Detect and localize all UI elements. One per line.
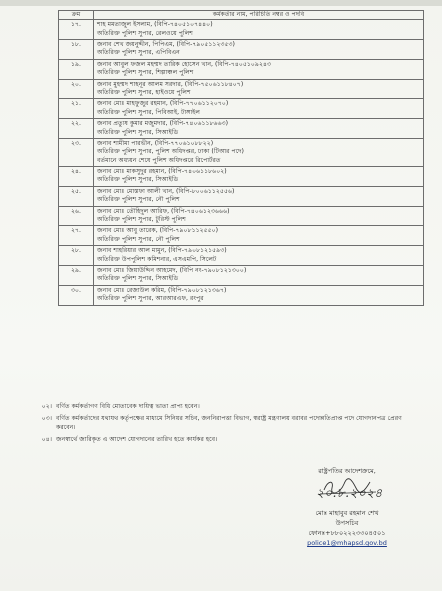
signer-name: মোঃ মাহাবুব রহমান শেখ <box>315 509 379 517</box>
signature-mark <box>272 476 422 498</box>
row-serial: ২৮. <box>59 246 94 266</box>
table-row <box>59 119 424 139</box>
scan-edge <box>0 0 442 6</box>
table-row <box>59 186 424 206</box>
row-description <box>94 265 424 285</box>
officer-name: জনাব মোঃ আবু তারেক, (বিপি-৭৯০৮১১২৫৫০) <box>97 227 219 235</box>
row-description <box>94 79 424 99</box>
table-row <box>59 99 424 119</box>
row-serial: ২৯. <box>59 265 94 285</box>
note-text: বর্ণিত কর্মকর্তাদের যথাযথ কর্তৃপক্ষের মাধ্যমে সিনিয়র সচিব, জননিরাপত্তা বিভাগ, স্বরাষ্ট্র মন্ত্রণালয় বরাবর পদোন্নতিপ্রাপ্ত পদে যোগদানপত্র প্রেরণ করবেন। <box>56 414 402 432</box>
row-description <box>94 138 424 166</box>
row-description <box>94 226 424 246</box>
note-number: ০৪। <box>41 435 52 443</box>
officer-name: জনাব মোঃ জিয়াউদ্দিন আহমেদ, (বিপি নং-৭৯০৮১২১৩০০) <box>97 266 247 274</box>
officer-post: অতিরিক্ত পুলিশ সুপার, এপিবিএন <box>97 49 180 57</box>
officer-post: অতিরিক্ত পুলিশ সুপার, হাইওয়ে পুলিশ <box>97 88 191 96</box>
row-description <box>94 167 424 187</box>
table-row <box>59 246 424 266</box>
note-item <box>30 402 422 412</box>
officer-post: অতিরিক্ত পুলিশ সুপার, সিআইডি <box>97 128 179 136</box>
header-description: কর্মকর্তার নাম, পরিচিতি নম্বর ও পদবি <box>94 11 424 20</box>
row-serial: ২২. <box>59 119 94 139</box>
officer-name: জনাব মুহম্মদ শাহনূর আলম সরদার, (বিপি-৭৫০৬১১৮৪০৭) <box>97 80 244 88</box>
notes-section <box>30 402 422 444</box>
table-row <box>59 39 424 59</box>
table-row <box>59 167 424 187</box>
officer-name: শাহ মমতাজুল ইসলাম, (বিপি-৭৪০৫১০৭৪৪০) <box>97 21 213 29</box>
row-serial: ১৮. <box>59 39 94 59</box>
row-serial: ২৪. <box>59 167 94 187</box>
officer-name: জনাব প্রত্যুষ কুমার মজুমদার, (বিপি-৭৪০৬১১৮৬৬৩) <box>97 120 229 128</box>
row-serial: ২৫. <box>59 186 94 206</box>
row-serial: ১৭. <box>59 20 94 40</box>
officer-post: অতিরিক্ত পুলিশ সুপার, সিআইডি <box>97 275 179 283</box>
officer-post: অতিরিক্ত পুলিশ সুপার, রেলওয়ে পুলিশ <box>97 29 193 37</box>
row-serial: ২৭. <box>59 226 94 246</box>
order-line: রাষ্ট্রপতির আদেশক্রমে, <box>318 467 376 475</box>
officer-name: জনাব শাহরিয়ার আল মামুন, (বিপি-৭৯০৮১২১৫৯৩) <box>97 247 227 255</box>
row-description <box>94 20 424 40</box>
row-serial: ২০. <box>59 79 94 99</box>
note-text: বর্ণিত কর্মকর্তাগণ বিধি মোতাবেক দায়িত্ব ভাতা প্রাপ্য হবেন। <box>56 403 200 410</box>
row-description <box>94 285 424 305</box>
officer-post: অতিরিক্ত পুলিশ সুপার, নৌ পুলিশ <box>97 235 180 243</box>
table-row <box>59 285 424 305</box>
note-text: জনস্বার্থে জারিকৃত এ আদেশ যোগদানের তারিখ হতে কার্যকর হবে। <box>56 435 218 443</box>
row-description <box>94 246 424 266</box>
table-row <box>59 206 424 226</box>
officer-name: জনাব মোঃ রেজাউল করিম, (বিপি-৭৯০৮১২১৩৬৭) <box>97 286 227 294</box>
officer-name: জনাব শামীমা পারভীন, (বিপি-৭৭০৬১০৮৮২২) <box>97 139 214 147</box>
note-number: ০৩। <box>41 414 52 422</box>
table-body <box>59 20 424 305</box>
officer-post: অতিরিক্ত পুলিশ সুপার, পুলিশ অধিদপ্তর, ঢাকা (টিআর পদে) <box>97 148 244 156</box>
row-description <box>94 206 424 226</box>
officer-post: অতিরিক্ত পুলিশ সুপার, সিআইডি <box>97 176 179 184</box>
officer-name: জনাব শেখ জয়নুদ্দীন, পিপিএম, (বিপি-৭৯০৫১১২৩৫৩) <box>97 40 235 48</box>
row-description <box>94 99 424 119</box>
officer-name: জনাব মোঃ মাকসুদুর রহমান, (বিপি-৭৪০৬১১৮৬০২) <box>97 168 227 176</box>
row-serial: ২৩. <box>59 138 94 166</box>
row-serial: ২৬. <box>59 206 94 226</box>
officer-name: জনাব মোঃ মাহফুজুর রহমান, (বিপি-৭৭০৬১১২০৭০) <box>97 100 229 108</box>
row-serial: ২১. <box>59 99 94 119</box>
note-number: ০২। <box>41 403 52 410</box>
signature-block <box>272 466 422 548</box>
table-row <box>59 226 424 246</box>
officer-post: অতিরিক্ত পুলিশ সুপার, টুরিস্ট পুলিশ <box>97 216 186 224</box>
row-description <box>94 39 424 59</box>
officer-post: অতিরিক্ত পুলিশ সুপার, নৌ পুলিশ <box>97 196 180 204</box>
table-row <box>59 59 424 79</box>
table-row <box>59 20 424 40</box>
row-description <box>94 186 424 206</box>
signer-email-link[interactable]: police1@mhapsd.gov.bd <box>307 539 387 547</box>
officer-post: অতিরিক্ত উপপুলিশ কমিশনার, এসএমপি, সিলেট <box>97 255 217 263</box>
table-row <box>59 79 424 99</box>
table-row <box>59 265 424 285</box>
row-description <box>94 59 424 79</box>
row-serial: ৩০. <box>59 285 94 305</box>
officer-post: অতিরিক্ত পুলিশ সুপার, শিল্পাঞ্চল পুলিশ <box>97 69 194 77</box>
officer-name: জনাব আবুল ফজল মহম্মদ তারিক হোসেন খান, (বিপি-৭৪০৫১০৯২৪৩ <box>97 60 272 68</box>
signer-designation: উপসচিব <box>335 519 359 527</box>
row-description <box>94 119 424 139</box>
officer-post: অতিরিক্ত পুলিশ সুপার, পিবিআই, টাঙ্গাইল <box>97 108 200 116</box>
officer-post: অতিরিক্ত পুলিশ সুপার, আরআরএফ, রংপুর <box>97 295 204 303</box>
officer-name: জনাব মোঃ মোস্তফা আলী খান, (বিপি-৮০০৬১১২৫৫৬) <box>97 187 235 195</box>
row-serial: ১৯. <box>59 59 94 79</box>
header-serial: ক্রম <box>59 11 94 20</box>
table-row <box>59 138 424 166</box>
table-header-row <box>59 11 424 20</box>
signer-phone: ফোনঃ+৮৮০২২২৩৩০৪৫০১ <box>308 529 386 537</box>
note-item <box>30 435 422 445</box>
officer-post: বর্তমানে অধ্যয়ন শেষে পুলিশ অধিদপ্তরে রিপোর্টরত <box>97 156 221 164</box>
officer-name: জনাব মোঃ তৌহিদুল আরিফ, (বিপি-৭৪০৬১২৩৬৬৬) <box>97 207 230 215</box>
officer-table <box>58 10 424 306</box>
signature-date: ২০.৮.২০২৪ <box>316 486 383 500</box>
note-item <box>30 414 422 433</box>
